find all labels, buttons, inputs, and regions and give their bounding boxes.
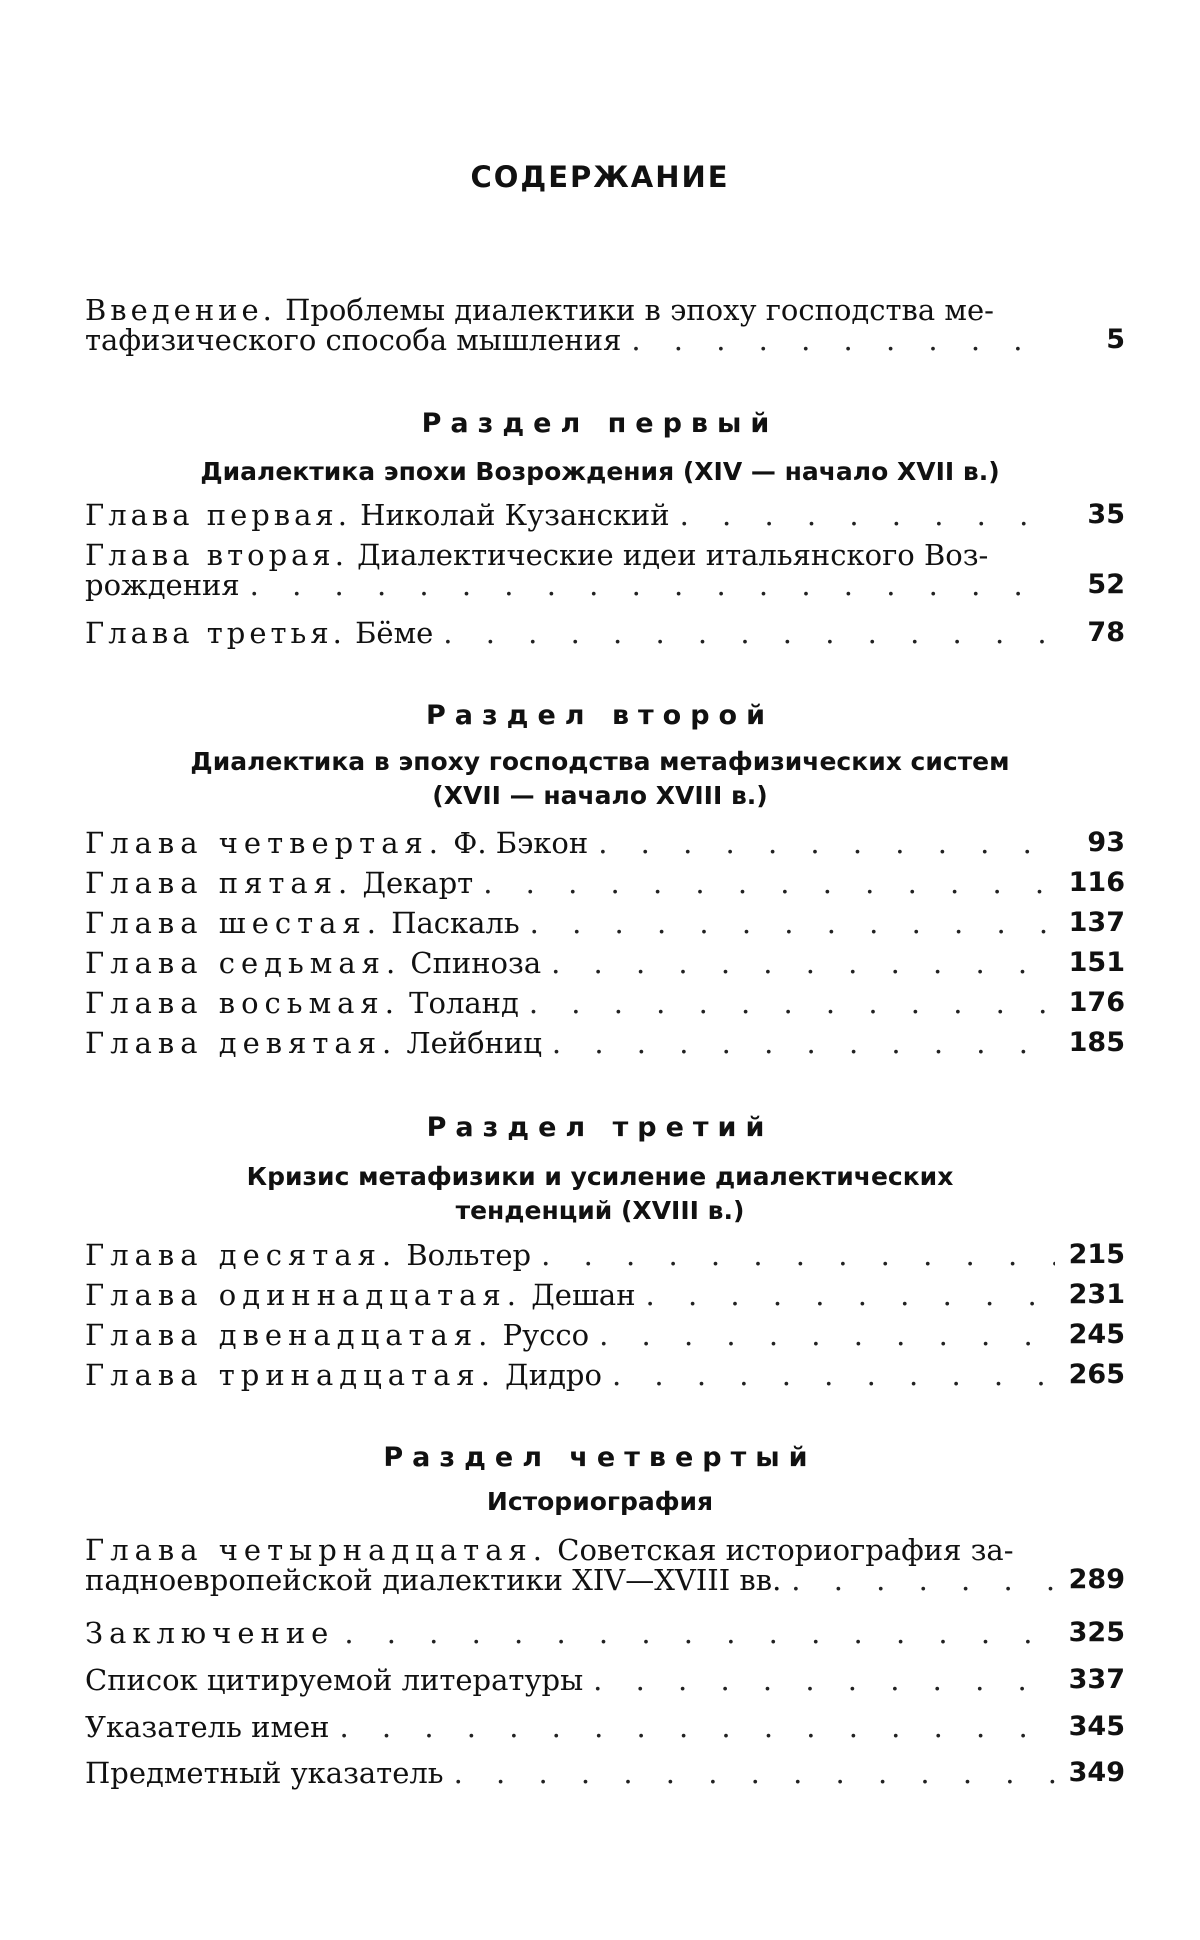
page-number: 116: [1068, 867, 1125, 898]
toc-entry: [85, 1280, 1125, 1310]
chapter-label: Глава четвертая.: [85, 826, 445, 860]
dot-leader: [483, 868, 1055, 898]
section-label: Раздел третий: [426, 1112, 774, 1143]
page-number: 5: [1106, 324, 1125, 355]
page-number: 137: [1068, 907, 1125, 938]
toc-entry: [85, 1360, 1125, 1390]
chapter-title: Бёме: [355, 616, 434, 650]
dot-leader: [250, 570, 1055, 600]
dot-leader: [680, 500, 1055, 530]
dot-leader: [612, 1360, 1055, 1390]
dot-leader: [646, 1280, 1055, 1310]
section-title: Кризис метафизики и усиление диалектических тенденций (XVIII в.): [246, 1162, 954, 1225]
section-label: Раздел второй: [425, 700, 775, 731]
toc-entry: [85, 1618, 1125, 1648]
entry-title: Заключение: [85, 1616, 335, 1650]
toc-entry: [85, 1028, 1125, 1058]
dot-leader: [551, 948, 1055, 978]
section-title: Историография: [486, 1487, 714, 1516]
entry-title-line2: тафизического способа мышления: [85, 323, 622, 357]
page-number: 345: [1068, 1711, 1125, 1742]
chapter-title-line1: Советская историография за-: [557, 1533, 1014, 1567]
page-number: 265: [1068, 1359, 1125, 1390]
section-label: Раздел первый: [421, 408, 779, 439]
entry-label: Введение.: [85, 293, 276, 327]
dot-leader: [593, 1665, 1055, 1695]
chapter-label: Глава десятая.: [85, 1238, 398, 1272]
entry-title-line1: Проблемы диалектики в эпоху господства ме-: [285, 293, 994, 327]
toc-entry: [85, 1320, 1125, 1350]
page-number: 93: [1087, 827, 1125, 858]
chapter-label: Глава одиннадцатая.: [85, 1278, 522, 1312]
section-label: Раздел четвертый: [383, 1442, 817, 1473]
chapter-label: Глава вторая.: [85, 538, 348, 572]
chapter-title-line2: падноевропейской диалектики XIV—XVIII вв.: [85, 1563, 782, 1597]
toc-entry: [85, 988, 1125, 1018]
chapter-label: Глава двенадцатая.: [85, 1318, 494, 1352]
toc-entry: [85, 1712, 1125, 1742]
page-number: 231: [1068, 1279, 1125, 1310]
chapter-label: Глава шестая.: [85, 906, 382, 940]
dot-leader: [541, 1240, 1055, 1270]
toc-entry: [85, 1240, 1125, 1270]
toc-entry: [85, 618, 1125, 648]
toc-entry: [85, 1535, 1125, 1595]
chapter-label: Глава третья.: [85, 616, 346, 650]
chapter-title: Спиноза: [410, 946, 542, 980]
toc-entry: [85, 500, 1125, 530]
toc-entry: [85, 828, 1125, 858]
toc-entry: [85, 540, 1125, 600]
chapter-title-line2: рождения: [85, 568, 240, 602]
dot-leader: [599, 1320, 1055, 1350]
chapter-label: Глава седьмая.: [85, 946, 402, 980]
page-number: 337: [1068, 1664, 1125, 1695]
page-number: 215: [1068, 1239, 1125, 1270]
page-number: 35: [1087, 499, 1125, 530]
chapter-label: Глава четырнадцатая.: [85, 1533, 549, 1567]
dot-leader: [454, 1758, 1055, 1788]
toc-entry-intro: [85, 295, 1125, 355]
chapter-label: Глава пятая.: [85, 866, 354, 900]
page-title: СОДЕРЖАНИЕ: [470, 160, 730, 194]
page-number: 52: [1087, 569, 1125, 600]
chapter-title-line1: Диалектические идеи итальянского Воз-: [357, 538, 989, 572]
section-title: Диалектика эпохи Возрождения (XIV — начало XVII в.): [200, 457, 1000, 486]
page-number: 349: [1068, 1757, 1125, 1788]
page-number: 289: [1068, 1564, 1125, 1595]
chapter-title: Ф. Бэкон: [453, 826, 589, 860]
dot-leader: [340, 1712, 1056, 1742]
toc-entry: [85, 948, 1125, 978]
dot-leader: [344, 1618, 1055, 1648]
dot-leader: [443, 618, 1055, 648]
page-number: 325: [1068, 1617, 1125, 1648]
chapter-title: Паскаль: [391, 906, 520, 940]
page-number: 151: [1068, 947, 1125, 978]
chapter-label: Глава тринадцатая.: [85, 1358, 496, 1392]
page-number: 245: [1068, 1319, 1125, 1350]
chapter-title: Лейбниц: [406, 1026, 542, 1060]
chapter-title: Декарт: [362, 866, 474, 900]
chapter-title: Толанд: [409, 986, 519, 1020]
dot-leader: [529, 988, 1055, 1018]
chapter-label: Глава девятая.: [85, 1026, 398, 1060]
chapter-title: Руссо: [502, 1318, 590, 1352]
dot-leader: [552, 1028, 1055, 1058]
chapter-label: Глава восьмая.: [85, 986, 400, 1020]
page-number: 185: [1068, 1027, 1125, 1058]
page-number: 78: [1087, 617, 1125, 648]
dot-leader: [791, 1565, 1055, 1595]
entry-title: Указатель имен: [85, 1710, 330, 1744]
entry-title: Список цитируемой литературы: [85, 1663, 584, 1697]
chapter-title: Дешан: [531, 1278, 636, 1312]
dot-leader: [631, 325, 1055, 355]
chapter-title: Дидро: [505, 1358, 602, 1392]
page-number: 176: [1068, 987, 1125, 1018]
dot-leader: [530, 908, 1055, 938]
toc-entry: [85, 1665, 1125, 1695]
section-title: Диалектика в эпоху господства метафизических систем (XVII — начало XVIII в.): [190, 747, 1010, 810]
toc-entry: [85, 1758, 1125, 1788]
chapter-title: Вольтер: [406, 1238, 532, 1272]
chapter-label: Глава первая.: [85, 498, 351, 532]
entry-title: Предметный указатель: [85, 1756, 444, 1790]
dot-leader: [598, 828, 1055, 858]
toc-entry: [85, 908, 1125, 938]
toc-entry: [85, 868, 1125, 898]
chapter-title: Николай Кузанский: [360, 498, 670, 532]
